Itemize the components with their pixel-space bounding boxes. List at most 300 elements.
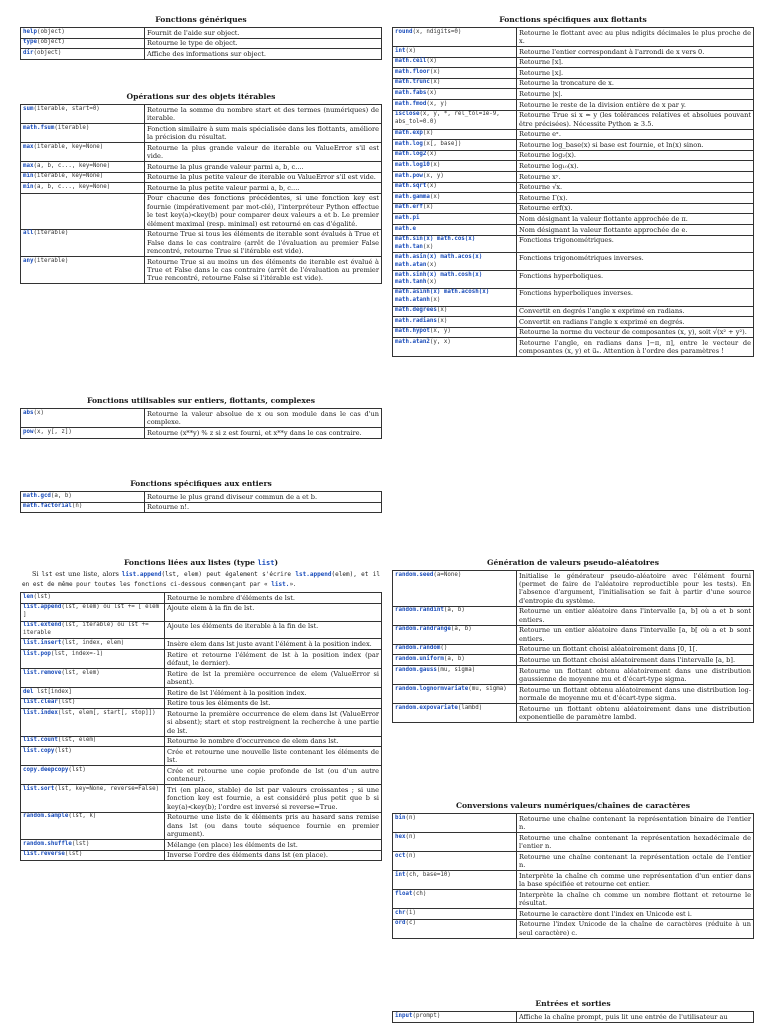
- function-row: [393, 871, 754, 890]
- function-name: math.factorial: [23, 503, 72, 510]
- function-description: Retourne un entier aléatoire dans l'intervalle [a, b] où a et b sont entiers.: [517, 606, 754, 625]
- function-signature: [21, 839, 165, 850]
- function-signature: [21, 603, 165, 621]
- function-description: Retourne un flottant obtenu aléatoirement dans une distribution log-normale de moyenne mu et d'écart-type sigma.: [517, 685, 754, 704]
- function-signature: [393, 203, 517, 214]
- function-description: Retourne le caractère dont l'index en Unicode est i.: [517, 909, 754, 920]
- function-description: Fournit de l'aide sur object.: [145, 28, 382, 39]
- function-name: hex: [395, 833, 406, 840]
- function-table: [20, 104, 382, 284]
- function-signature: [21, 162, 145, 173]
- function-name: list.clear: [23, 699, 58, 706]
- function-signature: [393, 193, 517, 204]
- function-row: [21, 492, 382, 503]
- function-signature: [393, 644, 517, 655]
- function-name: math.trunc: [395, 79, 430, 86]
- function-signature: [21, 639, 165, 650]
- function-args: (x, y): [429, 328, 451, 335]
- function-row: [393, 68, 754, 79]
- function-description: Retire de lst l'élément à la position index.: [165, 687, 382, 698]
- function-description: Retourne log_base(x) si base est fournie, et ln(x) sinon.: [517, 140, 754, 151]
- function-signature: [393, 606, 517, 625]
- function-signature: [393, 1012, 517, 1023]
- function-args: (iterable): [33, 257, 69, 264]
- function-row: [21, 812, 382, 839]
- function-row: [393, 193, 754, 204]
- function-description: Tri (en place, stable) de lst par valeurs croissantes ; si une fonction key est fournie, a est considéré plus petit que b si key(a)<key(b); l'ordre est inversé si reverse=True.: [165, 785, 382, 812]
- function-signature: [393, 57, 517, 68]
- function-description: Retourne n!.: [145, 502, 382, 513]
- function-name: isclose: [395, 111, 420, 118]
- function-description: Retourne (x**y) % z si z est fourni, et x**y dans le cas contraire.: [145, 428, 382, 439]
- function-args: (iterable, key=None): [33, 143, 104, 150]
- function-args: (a, b): [50, 492, 72, 499]
- function-name: random.lognormvariate: [395, 685, 469, 692]
- function-name: random.randint: [395, 607, 444, 614]
- function-name: random.gauss: [395, 666, 437, 673]
- function-description: Retourne log₂(x).: [517, 150, 754, 161]
- function-signature: [21, 736, 165, 747]
- function-name: input: [395, 1012, 413, 1019]
- function-row: [21, 785, 382, 812]
- function-args: (x): [426, 183, 437, 190]
- function-signature: [393, 99, 517, 110]
- function-description: Nom désignant la valeur flottante approchée de π.: [517, 214, 754, 225]
- function-table: [20, 27, 382, 60]
- function-args: (x, y): [426, 100, 448, 107]
- function-name: list.index: [23, 709, 58, 716]
- section-operations-iterables: [20, 92, 382, 284]
- function-row: [393, 110, 754, 129]
- function-description: Retire et retourne l'élément de lst à la position index (par défaut, le dernier).: [165, 649, 382, 668]
- function-name: math.gamma: [395, 193, 430, 200]
- function-row: [21, 428, 382, 439]
- function-args: (lst): [64, 851, 83, 858]
- function-row: [393, 214, 754, 225]
- function-signature: [393, 110, 517, 129]
- function-row: [21, 736, 382, 747]
- intro-text: ».: [289, 579, 296, 588]
- function-signature: [21, 747, 165, 766]
- function-name: bin: [395, 814, 406, 821]
- function-signature: [21, 593, 165, 604]
- function-name: math.fmod: [395, 100, 427, 107]
- function-name: random.expovariate: [395, 704, 458, 711]
- function-signature: [21, 850, 165, 861]
- function-description: Retourne un flottant choisi aléatoirement dans [0, 1[.: [517, 644, 754, 655]
- function-signature: [21, 229, 145, 256]
- intro-text: est une liste, alors: [52, 570, 122, 578]
- function-description: Retourne la troncature de x.: [517, 78, 754, 89]
- section-title: [20, 558, 382, 570]
- function-name: math.floor: [395, 68, 430, 75]
- function-description: Initialise le générateur pseudo-aléatoire avec l'élément fourni (permet de faire de l'aléatoire reproductible pour les tests). En l'absence d'argument, l'initialisation se fait à partir d'une source d'entropie du système.: [517, 571, 754, 607]
- function-args: (a, b): [450, 626, 472, 633]
- function-name: chr: [395, 909, 406, 916]
- function-row: [21, 621, 382, 639]
- function-signature: [21, 38, 145, 49]
- function-description: Ajoute elem à la fin de lst.: [165, 603, 382, 621]
- function-row: [393, 28, 754, 47]
- function-row: [393, 852, 754, 871]
- function-description: Retourne |x|.: [517, 89, 754, 100]
- function-row: [21, 193, 382, 229]
- function-name: int: [395, 871, 406, 878]
- section-title-end: ): [274, 558, 279, 567]
- function-signature: [393, 327, 517, 338]
- function-args: (lst): [57, 699, 76, 706]
- section-entrees-sorties: [392, 999, 754, 1023]
- function-name: list.reverse: [23, 851, 65, 858]
- function-row: [393, 919, 754, 938]
- function-description: Retourne une chaîne contenant la représentation hexadécimale de l'entier n.: [517, 833, 754, 852]
- function-row: [21, 687, 382, 698]
- function-name: list.pop: [23, 650, 51, 657]
- function-row: [21, 747, 382, 766]
- function-args: (n): [71, 503, 83, 510]
- function-row: [21, 502, 382, 513]
- function-description: Fonctions hyperboliques inverses.: [517, 288, 754, 306]
- function-name: help: [23, 28, 37, 35]
- function-signature: [393, 161, 517, 172]
- function-name: list.remove: [23, 669, 62, 676]
- section-fonctions-generiques: [20, 15, 382, 60]
- function-row: [393, 288, 754, 306]
- function-signature: [21, 649, 165, 668]
- function-name: math.atan2: [395, 339, 430, 345]
- function-name: list.insert: [23, 639, 62, 646]
- function-row: [21, 668, 382, 687]
- function-name: min: [23, 183, 34, 190]
- function-name: math.log: [395, 140, 423, 147]
- function-description: Retourne le flottant avec au plus ndigits décimales le plus proche de x.: [517, 28, 754, 47]
- function-signature: [393, 28, 517, 47]
- intro-code: (elem), et il en est de même pour toutes les fonctions ci-dessous commençant par «: [22, 571, 381, 588]
- function-args: (lst, k): [68, 813, 97, 820]
- function-description: Retourne l'angle, en radians dans ]−π, π], entre le vecteur de composantes (x, y) et u⃗ₓ. Attention à l'ordre des paramètres !: [517, 338, 754, 357]
- function-args: (object): [36, 28, 65, 35]
- function-args: (a, b, c..., key=None): [33, 162, 111, 169]
- function-signature: [393, 814, 517, 833]
- function-row: [393, 99, 754, 110]
- function-row: [21, 698, 382, 709]
- function-row: [393, 271, 754, 289]
- function-signature: [393, 852, 517, 871]
- function-args: (ch, base=10): [405, 871, 451, 878]
- function-description: Retourne une chaîne contenant la représentation octale de l'entier n.: [517, 852, 754, 871]
- function-description: Retourne l'index Unicode de la chaîne de caractères (réduite à un seul caractère) c.: [517, 919, 754, 938]
- function-row: [393, 235, 754, 253]
- function-signature: [21, 502, 145, 513]
- function-args: (x): [436, 307, 448, 314]
- function-name: math.gcd: [23, 492, 51, 499]
- function-row: [393, 57, 754, 68]
- function-signature: [393, 182, 517, 193]
- function-signature: [393, 833, 517, 852]
- function-signature: [21, 193, 145, 229]
- intro-text: Si: [32, 570, 42, 578]
- function-row: [393, 890, 754, 909]
- function-name: list.copy: [23, 747, 55, 754]
- function-signature: [21, 172, 145, 183]
- function-row: [393, 1012, 754, 1023]
- function-description: Retourne la valeur absolue de x ou son module dans le cas d'un complexe.: [145, 409, 382, 428]
- function-name: round: [395, 28, 413, 35]
- function-table: [20, 408, 382, 439]
- function-args: (lst): [68, 766, 86, 773]
- function-signature: [393, 140, 517, 151]
- function-args: (a, b): [443, 656, 465, 662]
- function-description: Retourne True si x ≃ y (les tolérances relatives et absolues pouvant être précisées). Nécessite Python ≥ 3.5.: [517, 110, 754, 129]
- function-args: (lst, key=None, reverse=False): [54, 785, 160, 792]
- function-name: math.exp: [395, 130, 423, 137]
- function-signature: [393, 235, 517, 253]
- function-description: Retourne True si tous les éléments de iterable sont évalués à True et False dans le cas contraire (arrêt de l'évaluation au premier False rencontré, retourne True si l'itérable est vide).: [145, 229, 382, 256]
- function-name: math.log2: [395, 151, 427, 158]
- function-description: Retourne le reste de la division entière de x par y.: [517, 99, 754, 110]
- function-row: [21, 850, 382, 861]
- function-args: (x): [426, 279, 437, 286]
- function-args: (x): [429, 297, 441, 304]
- function-row: [393, 150, 754, 161]
- function-description: Retourne la plus petite valeur parmi a, b, c....: [145, 183, 382, 194]
- function-row: [393, 655, 754, 666]
- function-args: (x): [405, 47, 416, 54]
- function-name: any: [23, 257, 34, 264]
- function-description: Retourne erf(x).: [517, 203, 754, 214]
- function-row: [21, 105, 382, 124]
- function-args: (x): [429, 79, 441, 86]
- function-args: (iterable, start=0): [33, 105, 100, 112]
- function-row: [393, 140, 754, 151]
- function-description: Retourne un flottant obtenu aléatoirement dans une distribution exponentielle de paramètre lambd.: [517, 704, 754, 723]
- function-args: (n): [405, 814, 416, 821]
- function-description: Retourne la plus grande valeur de iterable ou ValueError s'il est vide.: [145, 143, 382, 162]
- function-signature: [21, 143, 145, 162]
- function-name: dir: [23, 49, 34, 56]
- function-description: Retourne la norme du vecteur de composantes (x, y), soit √(x² + y²).: [517, 327, 754, 338]
- function-name: all: [23, 230, 34, 237]
- function-table: [392, 27, 754, 357]
- function-signature: [21, 812, 165, 839]
- function-description: Fonctions trigonométriques inverses.: [517, 253, 754, 271]
- section-fonctions-listes: [20, 558, 382, 861]
- section-title: Conversions valeurs numériques/chaînes de caractères: [455, 801, 691, 810]
- intro-code: lst: [41, 571, 53, 578]
- section-pseudo-aleatoire: [392, 558, 754, 723]
- function-name: math.erf: [395, 204, 423, 211]
- function-signature: [21, 698, 165, 709]
- function-table: [392, 813, 754, 939]
- function-description: Retourne Γ(x).: [517, 193, 754, 204]
- function-row: [393, 317, 754, 328]
- function-row: [393, 625, 754, 644]
- function-description: Mélange (en place) les éléments de lst.: [165, 839, 382, 850]
- function-row: [393, 644, 754, 655]
- function-row: [21, 183, 382, 194]
- function-name: random.shuffle: [23, 840, 72, 847]
- function-args: (x): [426, 89, 437, 96]
- function-signature: [393, 150, 517, 161]
- function-args: (ch): [412, 890, 427, 897]
- function-args: (x): [422, 204, 434, 211]
- function-signature: [393, 224, 517, 235]
- function-args: (prompt): [412, 1012, 441, 1019]
- function-name: random.uniform: [395, 656, 444, 662]
- function-row: [393, 253, 754, 271]
- function-signature: [21, 709, 165, 736]
- function-args: (x): [422, 243, 434, 250]
- function-row: [393, 704, 754, 723]
- section-fonctions-reels-complexes: [20, 396, 382, 439]
- function-name: copy.deepcopy: [23, 766, 69, 773]
- function-row: [393, 666, 754, 685]
- function-args: (lst, index, elem): [61, 639, 125, 646]
- function-name: oct: [395, 852, 406, 859]
- function-args: (iterable, key=None): [33, 173, 104, 180]
- function-row: [393, 814, 754, 833]
- intro-code: lst.append: [295, 571, 332, 578]
- function-description: Retourne ⌊x⌋.: [517, 68, 754, 79]
- function-row: [21, 229, 382, 256]
- function-name: math.pow: [395, 172, 423, 179]
- section-fonctions-flottants: [392, 15, 754, 357]
- function-row: [21, 603, 382, 621]
- function-signature: [21, 409, 145, 428]
- function-name: math.ceil: [395, 58, 427, 65]
- function-signature: [393, 306, 517, 317]
- function-description: Retourne True si au moins un des éléments de iterable est évalué à True et False dans le cas contraire (arrêt de l'évaluation au premier True rencontré, retourne False si l'itérable est vide).: [145, 257, 382, 284]
- function-row: [21, 709, 382, 736]
- function-description: Retourne la plus petite valeur de iterable ou ValueError s'il est vide.: [145, 172, 382, 183]
- function-description: Retourne le nombre d'éléments de lst.: [165, 593, 382, 604]
- function-args: (lst): [71, 840, 90, 847]
- function-name: math.sqrt: [395, 183, 427, 190]
- function-args: (y, x): [429, 339, 451, 345]
- function-signature: [393, 47, 517, 58]
- function-signature: [393, 704, 517, 723]
- section-title: Entrées et sorties: [535, 999, 611, 1008]
- function-row: [393, 833, 754, 852]
- function-row: [393, 571, 754, 607]
- function-name: min: [23, 173, 34, 180]
- function-description: Crée et retourne une nouvelle liste contenant les éléments de lst.: [165, 747, 382, 766]
- function-args: (iterable): [54, 124, 90, 131]
- function-row: [393, 909, 754, 920]
- function-name: abs: [23, 409, 34, 416]
- section-title-text: Fonctions liées aux listes (type: [123, 558, 258, 567]
- function-args: (lst): [33, 593, 51, 600]
- function-signature: [393, 317, 517, 328]
- function-name: math.hypot: [395, 328, 430, 335]
- section-title: Fonctions génériques: [155, 15, 247, 24]
- function-description: Affiche des informations sur object.: [145, 49, 382, 60]
- section-title: Fonctions utilisables sur entiers, flottants, complexes: [87, 396, 315, 405]
- function-table: [392, 1011, 754, 1023]
- function-row: [21, 49, 382, 60]
- function-args: (x): [429, 193, 441, 200]
- function-description: Retourne le type de object.: [145, 38, 382, 49]
- function-description: Interprète la chaîne ch comme une représentation d'un entier dans la base spécifiée et retourne cet entier.: [517, 871, 754, 890]
- function-args: (lst, elem[, start[, stop]]): [57, 709, 156, 716]
- function-description: Retourne une chaîne contenant la représentation binaire de l'entier n.: [517, 814, 754, 833]
- function-args: (x): [422, 130, 434, 137]
- function-description: Insère elem dans lst juste avant l'élément à la position index.: [165, 639, 382, 650]
- function-signature: [21, 257, 145, 284]
- function-description: Retourne la somme du nombre start et des termes (numériques) de iterable.: [145, 105, 382, 124]
- function-args: (lst, elem) ou lst += [ elem ]: [23, 604, 160, 619]
- function-args: (n): [405, 852, 416, 859]
- section-title: Fonctions spécifiques aux entiers: [130, 479, 272, 488]
- function-signature: [393, 890, 517, 909]
- function-row: [21, 766, 382, 785]
- function-table: [20, 491, 382, 513]
- function-description: Crée et retourne une copie profonde de lst (ou d'un autre conteneur).: [165, 766, 382, 785]
- function-signature: [393, 171, 517, 182]
- function-signature: [21, 428, 145, 439]
- function-row: [393, 161, 754, 172]
- function-name: sum: [23, 105, 34, 112]
- function-row: [21, 162, 382, 173]
- function-row: [393, 685, 754, 704]
- intro-code: list.: [271, 580, 290, 588]
- function-name: list.sort: [23, 785, 55, 792]
- function-args: (object): [33, 49, 62, 56]
- function-name: type: [23, 39, 37, 46]
- function-row: [393, 182, 754, 193]
- function-row: [393, 306, 754, 317]
- function-description: Interprète la chaîne ch comme un nombre flottant et retourne le résultat.: [517, 890, 754, 909]
- function-table: [20, 592, 382, 861]
- function-name: math.asinh(x) math.acosh(x) math.atanh: [395, 289, 490, 304]
- function-name: math.pi: [395, 214, 420, 221]
- function-signature: [393, 129, 517, 140]
- function-description: Retourne eˣ.: [517, 129, 754, 140]
- function-signature: [393, 919, 517, 938]
- function-name: list.count: [23, 737, 58, 744]
- function-signature: [393, 625, 517, 644]
- function-description: Pour chacune des fonctions précédentes, si une fonction key est fournie (impérativement par mot-clé), l'interpréteur Python effectue le test key(a)<key(b) pour comparer deux valeurs a et b. Le premier élément maximal (resp. minimal) est retourné en cas d'égalité.: [145, 193, 382, 229]
- function-row: [21, 124, 382, 143]
- section-fonctions-entiers: [20, 479, 382, 513]
- function-signature: [393, 288, 517, 306]
- function-args: (mu, sigma): [468, 685, 507, 692]
- function-name: random.randrange: [395, 626, 451, 633]
- function-description: Retourne √x.: [517, 182, 754, 193]
- function-args: (x): [426, 261, 437, 268]
- function-name: math.radians: [395, 317, 437, 324]
- function-signature: [21, 105, 145, 124]
- function-name: ord: [395, 920, 406, 927]
- function-row: [393, 224, 754, 235]
- function-name: math.sinh(x) math.cosh(x) math.tanh: [395, 271, 483, 286]
- function-row: [393, 203, 754, 214]
- function-signature: [393, 338, 517, 357]
- function-signature: [21, 28, 145, 39]
- function-signature: [21, 492, 145, 503]
- function-name: math.fabs: [395, 89, 427, 96]
- function-signature: [393, 909, 517, 920]
- function-row: [21, 172, 382, 183]
- function-description: Retire de lst la première occurrence de elem (ValueError si absent).: [165, 668, 382, 687]
- function-description: Retourne un flottant obtenu aléatoirement dans une distribution gaussienne de moyenne mu et d'écart-type sigma.: [517, 666, 754, 685]
- function-name: math.log10: [395, 161, 430, 168]
- function-row: [393, 327, 754, 338]
- section-title-code: list: [257, 559, 275, 567]
- function-name: math.fsum: [23, 124, 55, 131]
- intro-code: list.append: [121, 571, 162, 578]
- function-table: [392, 570, 754, 723]
